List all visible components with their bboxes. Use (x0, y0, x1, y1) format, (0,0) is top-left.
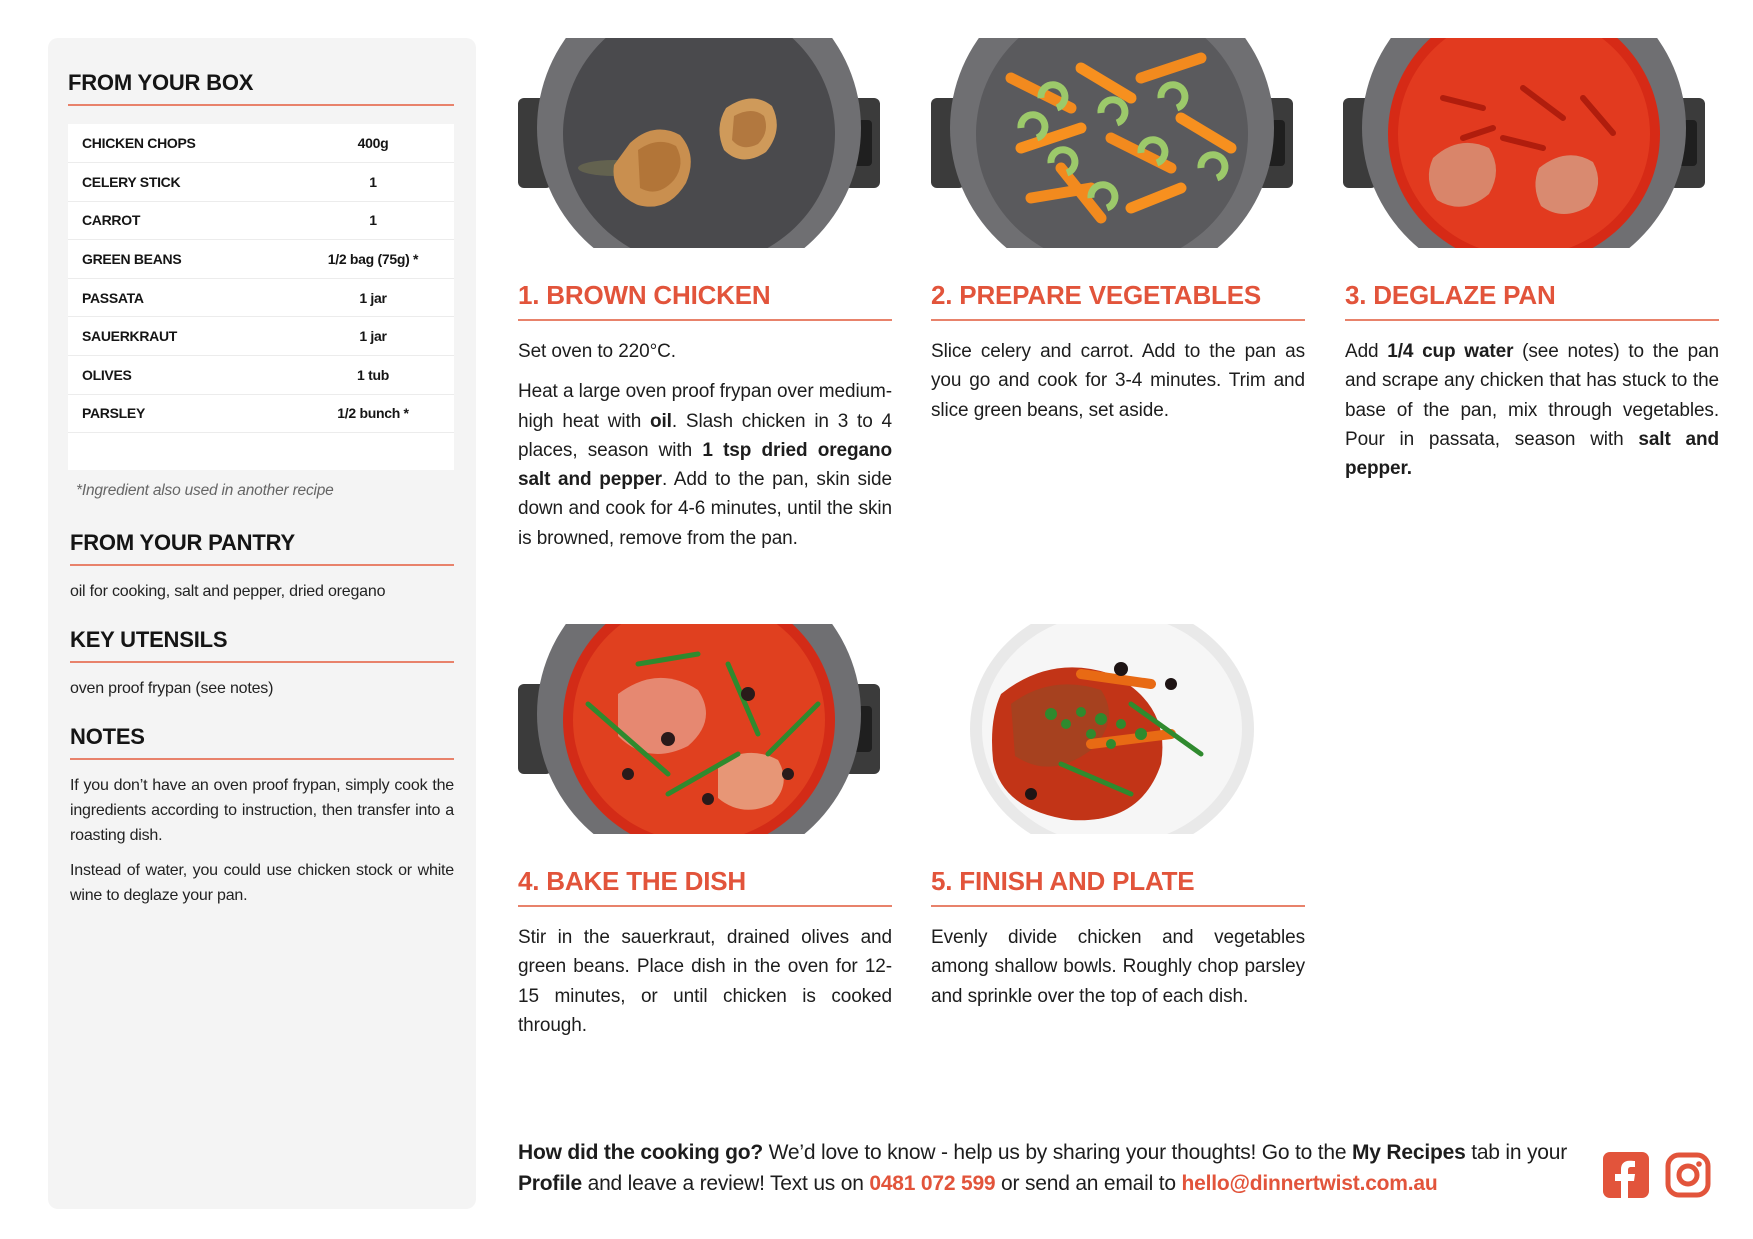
shared-ingredient-footnote: *Ingredient also used in another recipe (76, 482, 334, 499)
ingredient-qty: 1 (369, 173, 377, 190)
ingredient-row (68, 163, 454, 202)
ingredient-name: PARSLEY (82, 405, 145, 422)
ingredient-name: SAUERKRAUT (82, 328, 178, 345)
step-1-para-1: Set oven to 220°C. (518, 341, 676, 362)
ingredient-qty: 1 jar (359, 289, 387, 306)
ingredient-row (68, 124, 454, 163)
ingredient-qty: 400g (357, 135, 389, 152)
step-2-para-1: Slice celery and carrot. Add to the pan as you go and cook for 3-4 minutes. Trim and slice green beans, set aside. (931, 341, 1305, 421)
step-1-instructions (518, 337, 892, 564)
from-your-box-heading: FROM YOUR BOX (68, 70, 454, 106)
ingredients-table (68, 124, 454, 470)
ingredient-row (68, 201, 454, 240)
ingredient-qty: 1 jar (359, 328, 387, 345)
ingredient-name: CARROT (82, 212, 141, 229)
note-1: If you don’t have an oven proof frypan, simply cook the ingredients according to instruction, then transfer into a roasting dish. (70, 777, 454, 844)
step-4-para-1: Stir in the sauerkraut, drained olives and green beans. Place dish in the oven for 12-15 minutes, or until chicken is cooked through. (518, 927, 892, 1036)
ingredients-sidebar (48, 38, 476, 1209)
ingredient-name: CELERY STICK (82, 173, 181, 190)
step-5-instructions (931, 923, 1305, 1022)
key-utensils-heading: KEY UTENSILS (70, 627, 454, 663)
email-link[interactable]: hello@dinnertwist.com.au (1181, 1172, 1438, 1195)
ingredient-qty: 1/2 bunch * (337, 405, 409, 422)
utensils-text: oven proof frypan (see notes) (70, 680, 274, 697)
ingredient-name: GREEN BEANS (82, 251, 182, 268)
step-3-instructions (1345, 337, 1719, 494)
step-4-title: 4. BAKE THE DISH (518, 866, 892, 907)
note-2: Instead of water, you could use chicken stock or white wine to deglaze your pan. (70, 862, 454, 904)
step-1-title: 1. BROWN CHICKEN (518, 280, 892, 321)
step-2-photo (931, 38, 1293, 248)
ingredient-name: CHICKEN CHOPS (82, 135, 196, 152)
ingredient-row (68, 317, 454, 356)
ingredient-row (68, 278, 454, 317)
ingredient-qty: 1 (369, 212, 377, 229)
phone-number-link[interactable]: 0481 072 599 (869, 1172, 996, 1195)
ingredient-name: PASSATA (82, 289, 144, 306)
step-3-para-1: Add 1/4 cup water (see notes) to the pan and scrape any chicken that has stuck to the base of the pan, mix through vegetables. Pour in passata, season with salt and pepper. (1345, 341, 1719, 480)
ingredient-row (68, 240, 454, 279)
step-5-para-1: Evenly divide chicken and vegetables among shallow bowls. Roughly chop parsley and sprinkle over the top of each dish. (931, 927, 1305, 1007)
feedback-message: How did the cooking go? We’d love to know - help us by sharing your thoughts! Go to the My Recipes tab in your Profile and leave a review! Text us on 0481 072 599 or send an email to hello@dinnertwist.com.au (518, 1141, 1568, 1195)
step-3-title: 3. DEGLAZE PAN (1345, 280, 1719, 321)
ingredient-qty: 1/2 bag (75g) * (327, 251, 419, 268)
step-1-para-2: Heat a large oven proof frypan over medium-high heat with oil. Slash chicken in 3 to 4 places, season with 1 tsp dried oregano salt and pepper. Add to the pan, skin side down and cook for 4-6 minutes, until the skin is browned, remove from the pan. (518, 381, 892, 549)
ingredient-row (68, 394, 454, 433)
step-5-photo (931, 624, 1293, 834)
from-your-pantry-heading: FROM YOUR PANTRY (70, 530, 454, 566)
ingredient-qty: 1 tub (357, 366, 389, 383)
step-4-instructions (518, 923, 892, 1051)
ingredient-row-empty (68, 433, 454, 470)
feedback-question: How did the cooking go? (518, 1141, 764, 1164)
step-3-photo (1343, 38, 1705, 248)
notes-heading: NOTES (70, 724, 454, 760)
profile-link[interactable]: Profile (518, 1172, 582, 1195)
step-4-photo (518, 624, 880, 834)
step-5-title: 5. FINISH AND PLATE (931, 866, 1305, 907)
ingredient-name: OLIVES (82, 366, 132, 383)
step-2-instructions (931, 337, 1305, 436)
step-1-photo (518, 38, 880, 248)
ingredient-row (68, 356, 454, 395)
facebook-icon[interactable] (1603, 1152, 1649, 1198)
my-recipes-link[interactable]: My Recipes (1352, 1141, 1466, 1164)
step-2-title: 2. PREPARE VEGETABLES (931, 280, 1305, 321)
instagram-icon[interactable] (1665, 1152, 1711, 1198)
pantry-text: oil for cooking, salt and pepper, dried oregano (70, 583, 386, 600)
